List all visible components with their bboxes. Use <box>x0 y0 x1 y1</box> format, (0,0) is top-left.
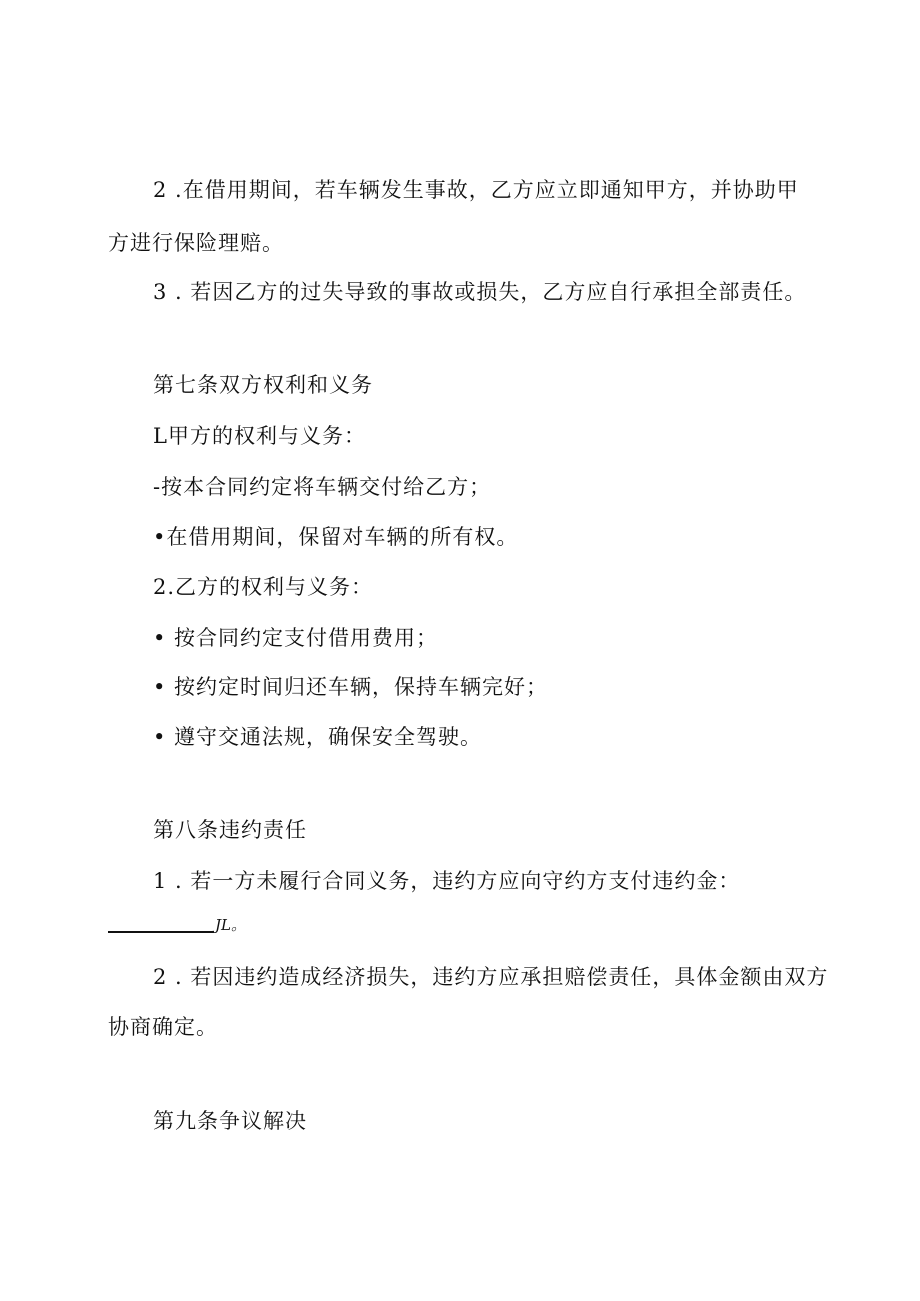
section8-item2-line1: 2 . 若因违约造成经济损失，违约方应承担赔偿责任，具体金额由双方 <box>153 965 829 989</box>
section9-heading: 第九条争议解决 <box>153 1109 307 1133</box>
section6-item3: 3 . 若因乙方的过失导致的事故或损失，乙方应自行承担全部责任。 <box>153 280 807 304</box>
section8-item1: 1 . 若一方未履行合同义务，违约方应向守约方支付违约金： <box>153 869 741 893</box>
party-a-item: -按本合同约定将车辆交付给乙方； <box>153 475 492 499</box>
section7-heading: 第七条双方权利和义务 <box>153 373 373 397</box>
section6-item2-line1: 2 .在借用期间，若车辆发生事故，乙方应立即通知甲方，并协助甲 <box>153 178 799 202</box>
section8-item2-line2: 协商确定。 <box>108 1015 218 1039</box>
party-a-item: •在借用期间，保留对车辆的所有权。 <box>153 525 519 549</box>
section6-item2-line2: 方进行保险理赔。 <box>108 231 284 255</box>
party-b-item: • 按约定时间归还车辆，保持车辆完好； <box>153 675 549 699</box>
penalty-amount-blank <box>108 931 214 933</box>
section8-heading: 第八条违约责任 <box>153 818 307 842</box>
party-b-title: 2.乙方的权利与义务： <box>153 575 374 599</box>
party-b-item: • 遵守交通法规，确保安全驾驶。 <box>153 725 483 749</box>
party-a-title: L甲方的权利与义务： <box>153 424 366 448</box>
penalty-unit: JL。 <box>215 916 246 934</box>
party-b-item: • 按合同约定支付借用费用； <box>153 626 439 650</box>
